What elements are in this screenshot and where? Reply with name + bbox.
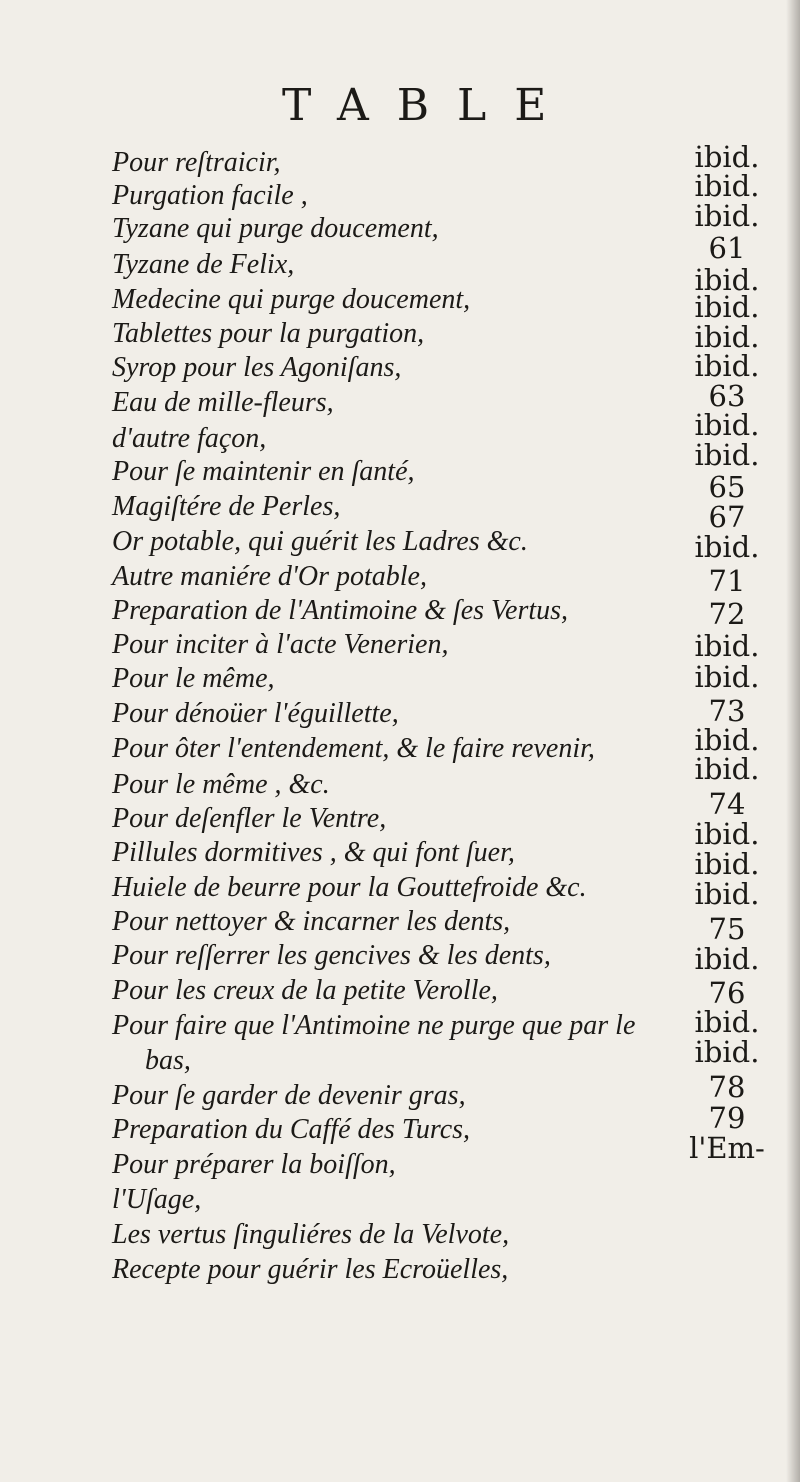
entry-text: Pour ſe garder de devenir gras, [112, 1080, 466, 1111]
entry-text: Pour reſtraicir, [112, 147, 281, 178]
entry-text: Pour le même , &c. [112, 769, 330, 800]
entry-text: Pour nettoyer & incarner les dents, [112, 906, 511, 937]
entry-text: Pour dénoüer l'éguillette, [112, 698, 399, 729]
page-number: 74 [708, 787, 746, 821]
entry-text: Pour ſe maintenir en ſanté, [112, 456, 415, 487]
page-number: ibid. [694, 408, 760, 442]
entry-text: Purgation facile , [112, 180, 308, 211]
entry-text: Medecine qui purge doucement, [112, 284, 471, 315]
page-number: ibid. [694, 1005, 760, 1039]
page-number: ibid. [694, 629, 760, 663]
entry-text: Pour inciter à l'acte Venerien, [112, 629, 449, 660]
page-number: ibid. [694, 169, 760, 203]
entry-text: Pillules dormitives , & qui font ſuer, [112, 837, 515, 868]
page-number: ibid. [694, 723, 760, 757]
page-number: ibid. [694, 438, 760, 472]
entry-text: Pour reſſerrer les gencives & les dents, [112, 940, 551, 971]
page-number: ibid. [694, 320, 760, 354]
page-edge-shadow [786, 0, 800, 1482]
entry-text: Eau de mille-fleurs, [112, 387, 334, 418]
entry-text: Tyzane de Felix, [112, 249, 295, 280]
page-number: ibid. [694, 752, 760, 786]
entry-text: Preparation du Caffé des Turcs, [112, 1114, 471, 1145]
page-number: ibid. [694, 290, 760, 324]
page-number: ibid. [694, 530, 760, 564]
page-number: 72 [708, 597, 746, 631]
entry-text: Or potable, qui guérit les Ladres &c. [112, 526, 528, 557]
page-number: 63 [708, 379, 746, 413]
page-number: ibid. [694, 660, 760, 694]
entry-text: Autre maniére d'Or potable, [112, 561, 427, 592]
entry-text: Pour faire que l'Antimoine ne purge que par le [112, 1010, 636, 1041]
page-number: 79 [708, 1101, 746, 1135]
page-number: l'Em- [689, 1131, 765, 1165]
page-number: ibid. [694, 1035, 760, 1069]
page-number: ibid. [694, 199, 760, 233]
page-number: ibid. [694, 877, 760, 911]
page-number: 76 [708, 976, 746, 1010]
entry-text: Pour le même, [112, 663, 275, 694]
page-number: 78 [708, 1070, 746, 1104]
page-number: 75 [708, 912, 746, 946]
page-number: 67 [708, 500, 746, 534]
page-number: ibid. [694, 349, 760, 383]
page-number: ibid. [694, 817, 760, 851]
entry-text: Preparation de l'Antimoine & ſes Vertus, [112, 595, 569, 626]
entry-text: Magiſtére de Perles, [112, 491, 341, 522]
entry-text: Pour ôter l'entendement, & le faire revenir, [112, 733, 595, 764]
page-number: 71 [708, 564, 746, 598]
entry-text: l'Uſage, [112, 1184, 202, 1215]
page-number: 73 [708, 694, 746, 728]
entry-text: bas, [145, 1045, 191, 1076]
page-number: ibid. [694, 263, 760, 297]
entry-text: Les vertus ſinguliéres de la Velvote, [112, 1219, 510, 1250]
entry-text: Syrop pour les Agoniſans, [112, 352, 402, 383]
page-number: ibid. [694, 942, 760, 976]
entry-text: Tablettes pour la purgation, [112, 318, 425, 349]
page-title: TABLE [282, 80, 575, 131]
page-number: 65 [708, 470, 746, 504]
entry-text: Pour les creux de la petite Verolle, [112, 975, 498, 1006]
entry-text: Recepte pour guérir les Ecroüelles, [112, 1254, 509, 1285]
page-number: 61 [708, 231, 746, 265]
entry-text: Pour deſenfler le Ventre, [112, 803, 387, 834]
entry-text: Huiele de beurre pour la Gouttefroide &c. [112, 872, 587, 903]
entry-text: Pour préparer la boiſſon, [112, 1149, 396, 1180]
entry-text: Tyzane qui purge doucement, [112, 213, 439, 244]
page-number: ibid. [694, 140, 760, 174]
entry-text: d'autre façon, [112, 423, 267, 454]
page-number: ibid. [694, 847, 760, 881]
